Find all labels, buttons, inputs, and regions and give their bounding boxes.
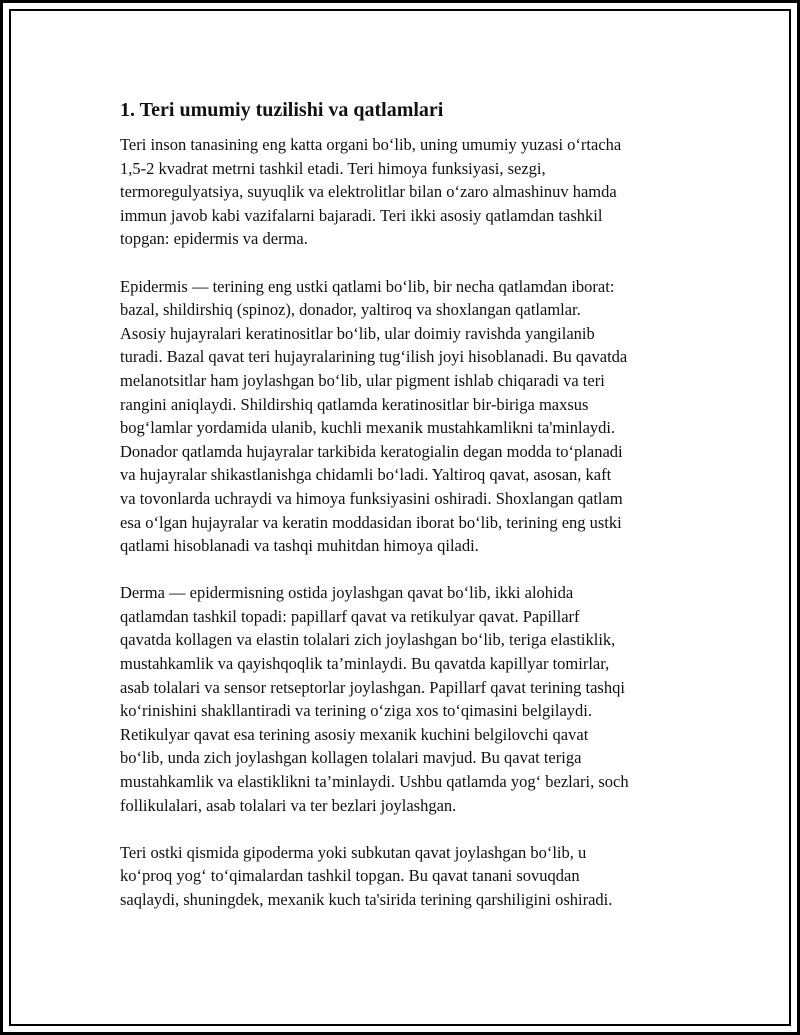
text-line: bo‘lib, unda zich joylashgan kollagen tolalari mavjud. Bu qavat teriga bbox=[120, 748, 582, 768]
text-line: va hujayralar shikastlanishga chidamli bo‘ladi. Yaltiroq qavat, asosan, kaft bbox=[120, 465, 612, 485]
text-line: saqlaydi, shuningdek, mexanik kuch ta'sirida terining qarshiligini oshiradi. bbox=[120, 890, 613, 909]
text-line: va tovonlarda uchraydi va himoya funksiyasini oshiradi. Shoxlangan qatlam bbox=[120, 488, 623, 508]
text-line: Teri inson tanasining eng katta organi bo‘lib, uning umumiy yuzasi o‘rtacha bbox=[120, 135, 622, 154]
text-line: qatlamdan tashkil topadi: papillarf qavat va retikulyar qavat. Papillarf bbox=[120, 606, 580, 626]
text-line: qatlami hisoblanadi va tashqi muhitdan himoya qiladi. bbox=[120, 536, 479, 556]
text-line: Asosiy hujayralari keratinositlar bo‘lib, ular doimiy ravishda yangilanib bbox=[120, 323, 595, 343]
text-line: Teri ostki qismida gipoderma yoki subkutan qavat joylashgan bo‘lib, u bbox=[120, 842, 587, 862]
text-line: melanotsitlar ham joylashgan bo‘lib, ular pigment ishlab chiqaradi va teri bbox=[120, 370, 605, 390]
text-line: 1,5-2 kvadrat metrni tashkil etadi. Teri himoya funksiyasi, sezgi, bbox=[120, 158, 546, 178]
text-line: follikulalari, asab tolalari va ter bezlari joylashgan. bbox=[120, 795, 457, 815]
text-line: mustahkamlik va qayishqoqlik ta’minlaydi. Bu qavatda kapillyar tomirlar, bbox=[120, 654, 610, 674]
text-line: topgan: epidermis va derma. bbox=[120, 229, 308, 249]
document-body bbox=[120, 97, 690, 935]
text-line: rangini aniqlaydi. Shildirshiq qatlamda keratinositlar bir-biriga maxsus bbox=[120, 394, 589, 414]
text-line: Derma — epidermisning ostida joylashgan qavat bo‘lib, ikki alohida bbox=[120, 583, 574, 603]
section-heading: 1. Teri umumiy tuzilishi va qatlamlari bbox=[120, 99, 444, 121]
text-line: ko‘proq yog‘ to‘qimalardan tashkil topgan. Bu qavat tanani sovuqdan bbox=[120, 866, 580, 886]
text-line: asab tolalari va sensor retseptorlar joylashgan. Papillarf qavat terining tashqi bbox=[120, 677, 625, 697]
paragraph-epidermis bbox=[120, 275, 690, 558]
text-line: Retikulyar qavat esa terining asosiy mexanik kuchini belgilovchi qavat bbox=[120, 724, 589, 744]
paragraph-intro bbox=[120, 133, 690, 251]
text-line: termoregulyatsiya, suyuqlik va elektrolitlar bilan o‘zaro almashinuv hamda bbox=[120, 182, 617, 202]
text-line: Donador qatlamda hujayralar tarkibida keratogialin degan modda to‘planadi bbox=[120, 441, 623, 461]
text-line: bog‘lamlar yordamida ulanib, kuchli mexanik mustahkamlikni ta'minlaydi. bbox=[120, 418, 616, 438]
text-line: qavatda kollagen va elastin tolalari zich joylashgan bo‘lib, teriga elastiklik, bbox=[120, 630, 616, 650]
text-line: turadi. Bazal qavat teri hujayralarining tug‘ilish joyi hisoblanadi. Bu qavatda bbox=[120, 347, 628, 367]
paragraph-hypodermis bbox=[120, 841, 690, 912]
text-line: bazal, shildirshiq (spinoz), donador, yaltiroq va shoxlangan qatlamlar. bbox=[120, 300, 581, 320]
text-line: esa o‘lgan hujayralar va keratin moddasidan iborat bo‘lib, terining eng ustki bbox=[120, 512, 622, 532]
text-line: immun javob kabi vazifalarni bajaradi. Teri ikki asosiy qatlamdan tashkil bbox=[120, 205, 603, 225]
paragraph-derma bbox=[120, 581, 690, 817]
text-line: mustahkamlik va elastiklikni ta’minlaydi. Ushbu qatlamda yog‘ bezlari, soch bbox=[120, 772, 629, 792]
text-line: ko‘rinishini shakllantiradi va terining o‘ziga xos to‘qimasini belgilaydi. bbox=[120, 701, 592, 721]
text-line: Epidermis — terining eng ustki qatlami bo‘lib, bir necha qatlamdan iborat: bbox=[120, 276, 615, 296]
